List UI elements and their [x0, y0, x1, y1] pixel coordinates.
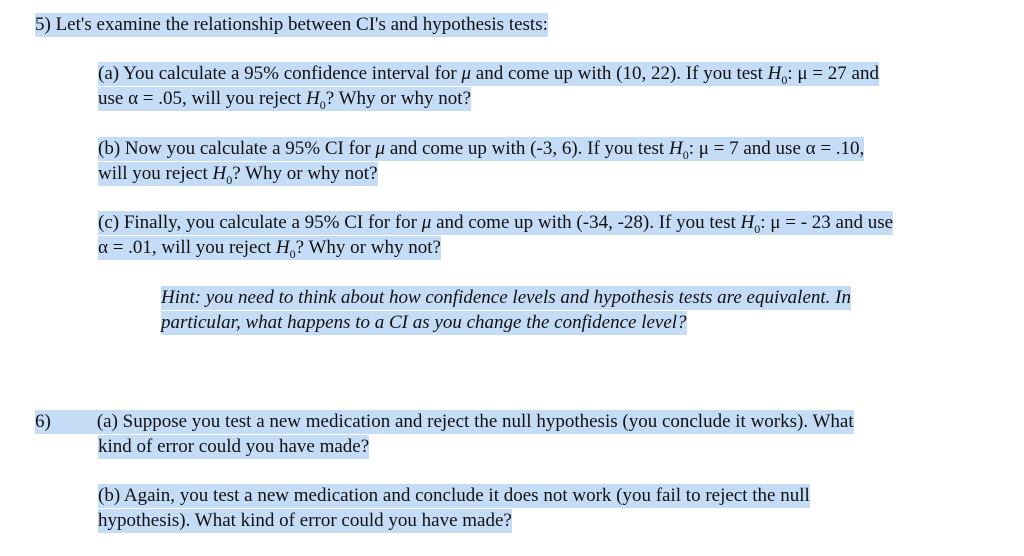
hint-line-2: particular, what happens to a CI as you change the confidence level?: [161, 312, 687, 333]
q5c-line-1: (c) Finally, you calculate a 95% CI for for μ and come up with (-34, -28). If you test $H_0$: μ = - 23 and use: [98, 212, 894, 236]
question-6-number: 6): [35, 411, 51, 432]
q5b-line-2: will you reject $H_0$? Why or why not?: [98, 163, 378, 187]
q5a-line-1: (a) You calculate a 95% confidence interval for μ and come up with (10, 22). If you test $H_0$: μ = 27 and: [98, 63, 879, 87]
q5a-line-2: use α = .05, will you reject $H_0$? Why or why not?: [98, 88, 472, 112]
hint-line-1: Hint: you need to think about how confidence levels and hypothesis tests are equivalent. In: [161, 287, 851, 308]
q6a-line-2: kind of error could you have made?: [98, 436, 370, 457]
q5c-line-2: α = .01, will you reject $H_0$? Why or why not?: [98, 237, 441, 261]
q6b-line-1: (b) Again, you test a new medication and conclude it does not work (you fail to reject the null: [98, 485, 810, 506]
q5b-line-1: (b) Now you calculate a 95% CI for μ and come up with (-3, 6). If you test $H_0$: μ = 7 and use α = .10,: [98, 138, 865, 162]
q6a-line-1: 6) (a) Suppose you test a new medication and reject the null hypothesis (you conclude it works). What: [35, 411, 854, 432]
q6b-line-2: hypothesis). What kind of error could you have made?: [98, 510, 512, 531]
question-5-heading: 5) Let's examine the relationship between CI's and hypothesis tests:: [35, 14, 548, 35]
